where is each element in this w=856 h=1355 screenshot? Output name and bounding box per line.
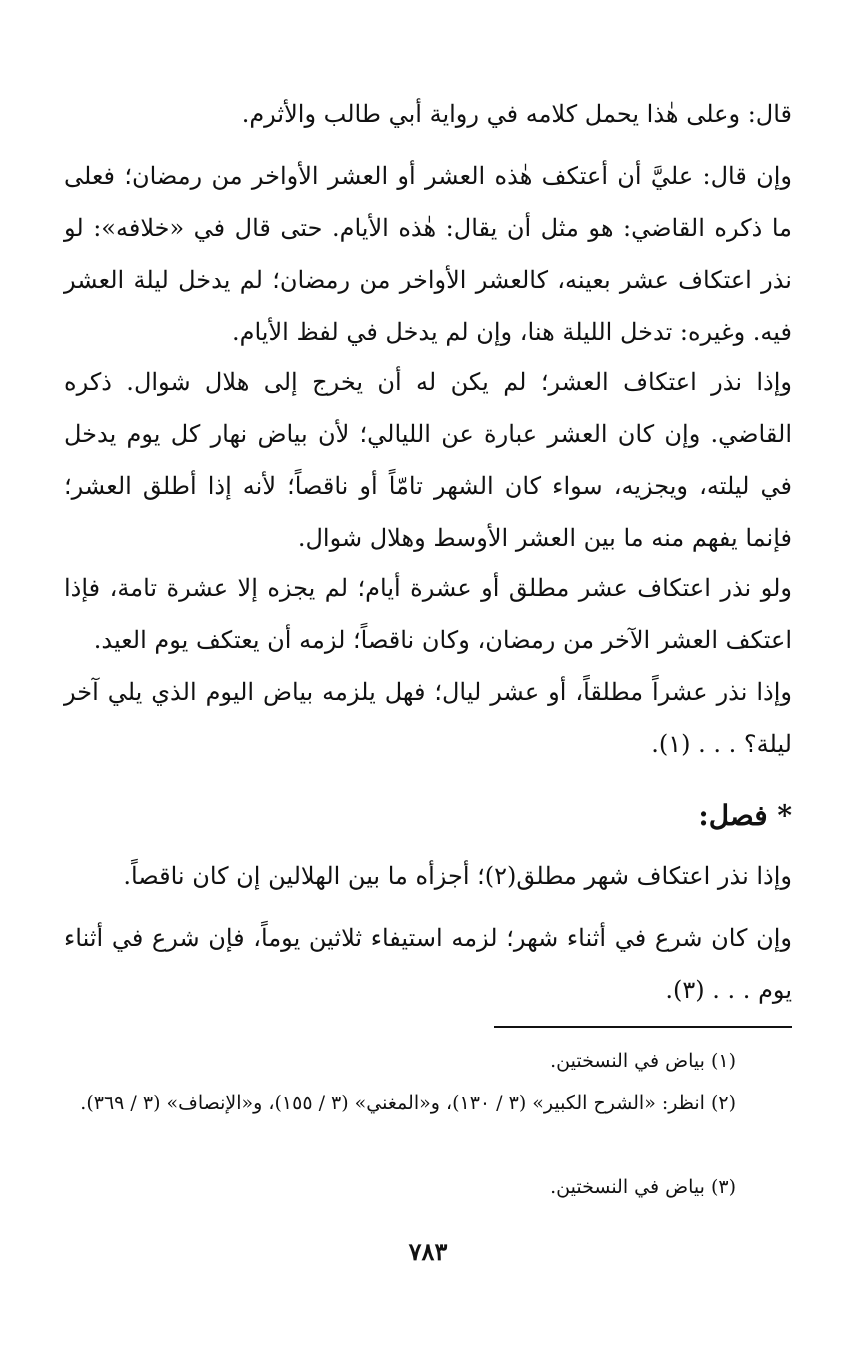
paragraph-1: قال: وعلى هٰذا يحمل كلامه في رواية أبي طالب والأثرم.: [241, 100, 792, 128]
section-paragraph-2: وإن كان شرع في أثناء شهر؛ لزمه استيفاء ثلاثين يوماً، فإن شرع في أثناء يوم . . . (٣).: [64, 924, 792, 1004]
page-number: ٧٨٣: [408, 1237, 448, 1266]
section-heading: [64, 790, 792, 842]
paragraph-5: وإذا نذر عشراً مطلقاً، أو عشر ليال؛ فهل يلزمه بياض اليوم الذي يلي آخر ليلة؟ . . . (١).: [64, 678, 792, 758]
paragraph-3: وإذا نذر اعتكاف العشر؛ لم يكن له أن يخرج إلى هلال شوال. ذكره القاضي. وإن كان العشر عبارة عن الليالي؛ لأن بياض نهار كل يوم يدخل في ليلته، ويجزيه، سواء كان الشهر تامّاً أو ناقصاً؛ لأنه إذا أطلق العشر؛ فإنما يفهم منه ما بين العشر الأوسط وهلال شوال.: [64, 368, 792, 552]
footnote-2: (٢) انظر: «الشرح الكبير» (٣ / ١٣٠)، و«المغني» (٣ / ١٥٥)، و«الإنصاف» (٣ / ٣٦٩).: [80, 1092, 736, 1114]
footnote-3: (٣) بياض في النسختين.: [550, 1176, 736, 1198]
section-heading-text: فصل:: [698, 799, 768, 832]
paragraph-2: وإن قال: عليَّ أن أعتكف هٰذه العشر أو العشر الأواخر من رمضان؛ فعلى ما ذكره القاضي: هو مثل أن يقال: هٰذه الأيام. حتى قال في «خلافه»: لو نذر اعتكاف عشر بعينه، كالعشر الأواخر من رمضان؛ لم يدخل ليلة العشر فيه. وغيره: تدخل الليلة هنا، وإن لم يدخل في لفظ الأيام.: [64, 162, 792, 346]
section-paragraph-1: وإذا نذر اعتكاف شهر مطلق(٢)؛ أجزأه ما بين الهلالين إن كان ناقصاً.: [123, 862, 792, 890]
footnote-divider: [494, 1026, 792, 1028]
paragraph-4: ولو نذر اعتكاف عشر مطلق أو عشرة أيام؛ لم يجزه إلا عشرة تامة، فإذا اعتكف العشر الآخر من رمضان، وكان ناقصاً؛ لزمه أن يعتكف يوم العيد.: [64, 574, 792, 654]
star-icon: *: [777, 799, 792, 832]
footnote-1: (١) بياض في النسختين.: [550, 1050, 736, 1072]
